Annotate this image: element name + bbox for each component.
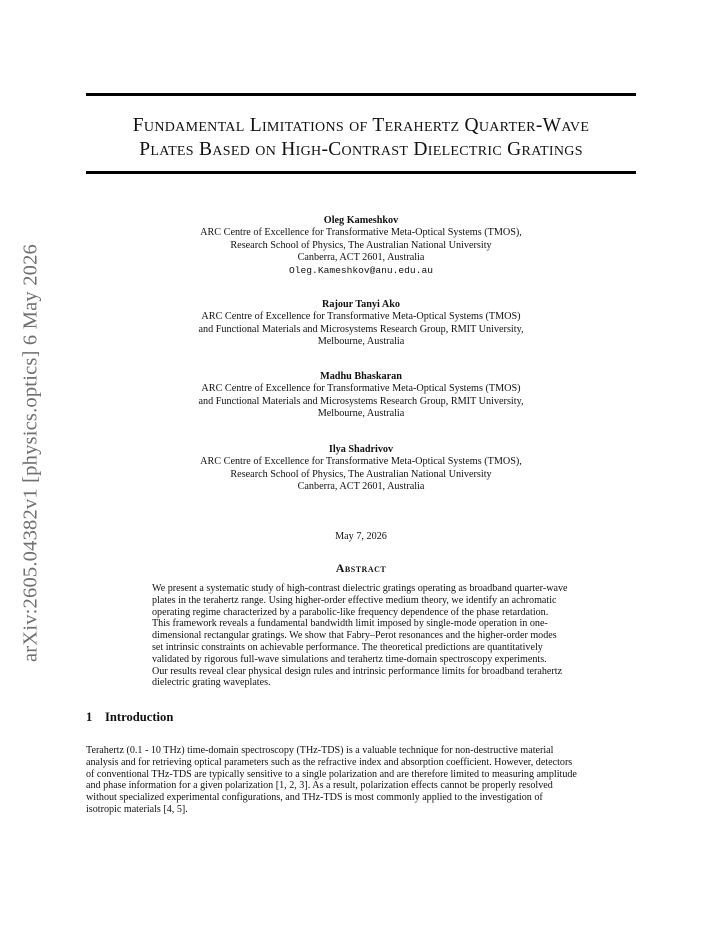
arxiv-identifier: arXiv:2605.04382v1 [physics.optics] 6 May 2026 (19, 243, 42, 663)
author-block (86, 299, 636, 349)
abstract-line: operating regime characterized by a parabolic-like frequency dependence of the phase retardation. (152, 606, 549, 618)
arxiv-sidebar (14, 228, 48, 678)
author-name: Ilya Shadrivov (328, 444, 394, 455)
affiliation-line: ARC Centre of Excellence for Transformative Meta-Optical Systems (TMOS) (201, 383, 521, 395)
title-top-rule (86, 93, 636, 96)
section-number: 1 (86, 710, 93, 724)
abstract-line: dimensional rectangular gratings. We show that Fabry–Perot resonances and the higher-order modes (152, 630, 557, 642)
title-line: Plates Based on High-Contrast Dielectric Gratings (139, 139, 583, 160)
title-line: Fundamental Limitations of Terahertz Quarter-Wave (132, 115, 590, 136)
author-block (86, 444, 636, 494)
affiliation-line: Canberra, ACT 2601, Australia (297, 252, 425, 264)
abstract-body (152, 583, 592, 689)
body-line: analysis and for retrieving optical parameters such as the refractive index and absorption coefficient. However, detectors (86, 756, 573, 768)
body-line: of conventional THz-TDS are typically sensitive to a single polarization and are therefore limited to measuring amplitude (86, 768, 577, 780)
abstract-line: set intrinsic constraints on achievable performance. The theoretical predictions are quantitatively (152, 641, 543, 653)
affiliation-line: Melbourne, Australia (317, 336, 405, 348)
author-block (86, 215, 636, 277)
affiliation-line: Research School of Physics, The Australian National University (230, 468, 492, 480)
abstract-line: This framework reveals a fundamental bandwidth limit imposed by single-mode operation in one- (152, 618, 548, 630)
section-heading (86, 710, 173, 725)
author-name: Madhu Bhaskaran (320, 371, 402, 382)
affiliation-line: ARC Centre of Excellence for Transformative Meta-Optical Systems (TMOS), (200, 227, 522, 239)
affiliation-line: ARC Centre of Excellence for Transformative Meta-Optical Systems (TMOS) (201, 311, 521, 323)
abstract-line: validated by rigorous full-wave simulations and terahertz time-domain spectroscopy experiments. (152, 653, 547, 665)
affiliation-line: Research School of Physics, The Australian National University (230, 239, 492, 251)
author-name: Rajour Tanyi Ako (322, 299, 400, 310)
introduction-body (86, 745, 636, 816)
abstract-line: dielectric grating waveplates. (152, 677, 271, 689)
body-line: isotropic materials [4, 5]. (86, 803, 188, 815)
body-line: and phase information for a given polarization [1, 2, 3]. As a result, polarization effects cannot be properly resolved (86, 780, 553, 792)
affiliation-line: and Functional Materials and Microsystems Research Group, RMIT University, (198, 323, 524, 335)
body-line: without specialized experimental configurations, and THz-TDS is most commonly applied to the investigation of (86, 792, 543, 804)
paper-title (86, 114, 636, 162)
author-name: Oleg Kameshkov (323, 215, 399, 226)
section-title: Introduction (105, 710, 174, 724)
author-email[interactable]: Oleg.Kameshkov@anu.edu.au (289, 264, 433, 276)
affiliation-line: Melbourne, Australia (317, 408, 405, 420)
abstract-line: plates in the terahertz range. Using higher-order effective medium theory, we identify an achromatic (152, 594, 557, 606)
abstract-heading: Abstract (335, 561, 387, 575)
affiliation-line: Canberra, ACT 2601, Australia (297, 481, 425, 493)
title-bottom-rule (86, 171, 636, 174)
abstract-line: Our results reveal clear physical design rules and intrinsic performance limits for broadband terahertz (152, 665, 563, 677)
affiliation-line: ARC Centre of Excellence for Transformative Meta-Optical Systems (TMOS), (200, 456, 522, 468)
paper-date: May 7, 2026 (335, 531, 387, 542)
body-line: Terahertz (0.1 - 10 THz) time-domain spectroscopy (THz-TDS) is a valuable technique for non-destructive material (86, 745, 554, 756)
affiliation-line: and Functional Materials and Microsystems Research Group, RMIT University, (198, 395, 524, 407)
author-block (86, 371, 636, 421)
abstract-line: We present a systematic study of high-contrast dielectric gratings operating as broadband quarter-wave (152, 583, 568, 594)
